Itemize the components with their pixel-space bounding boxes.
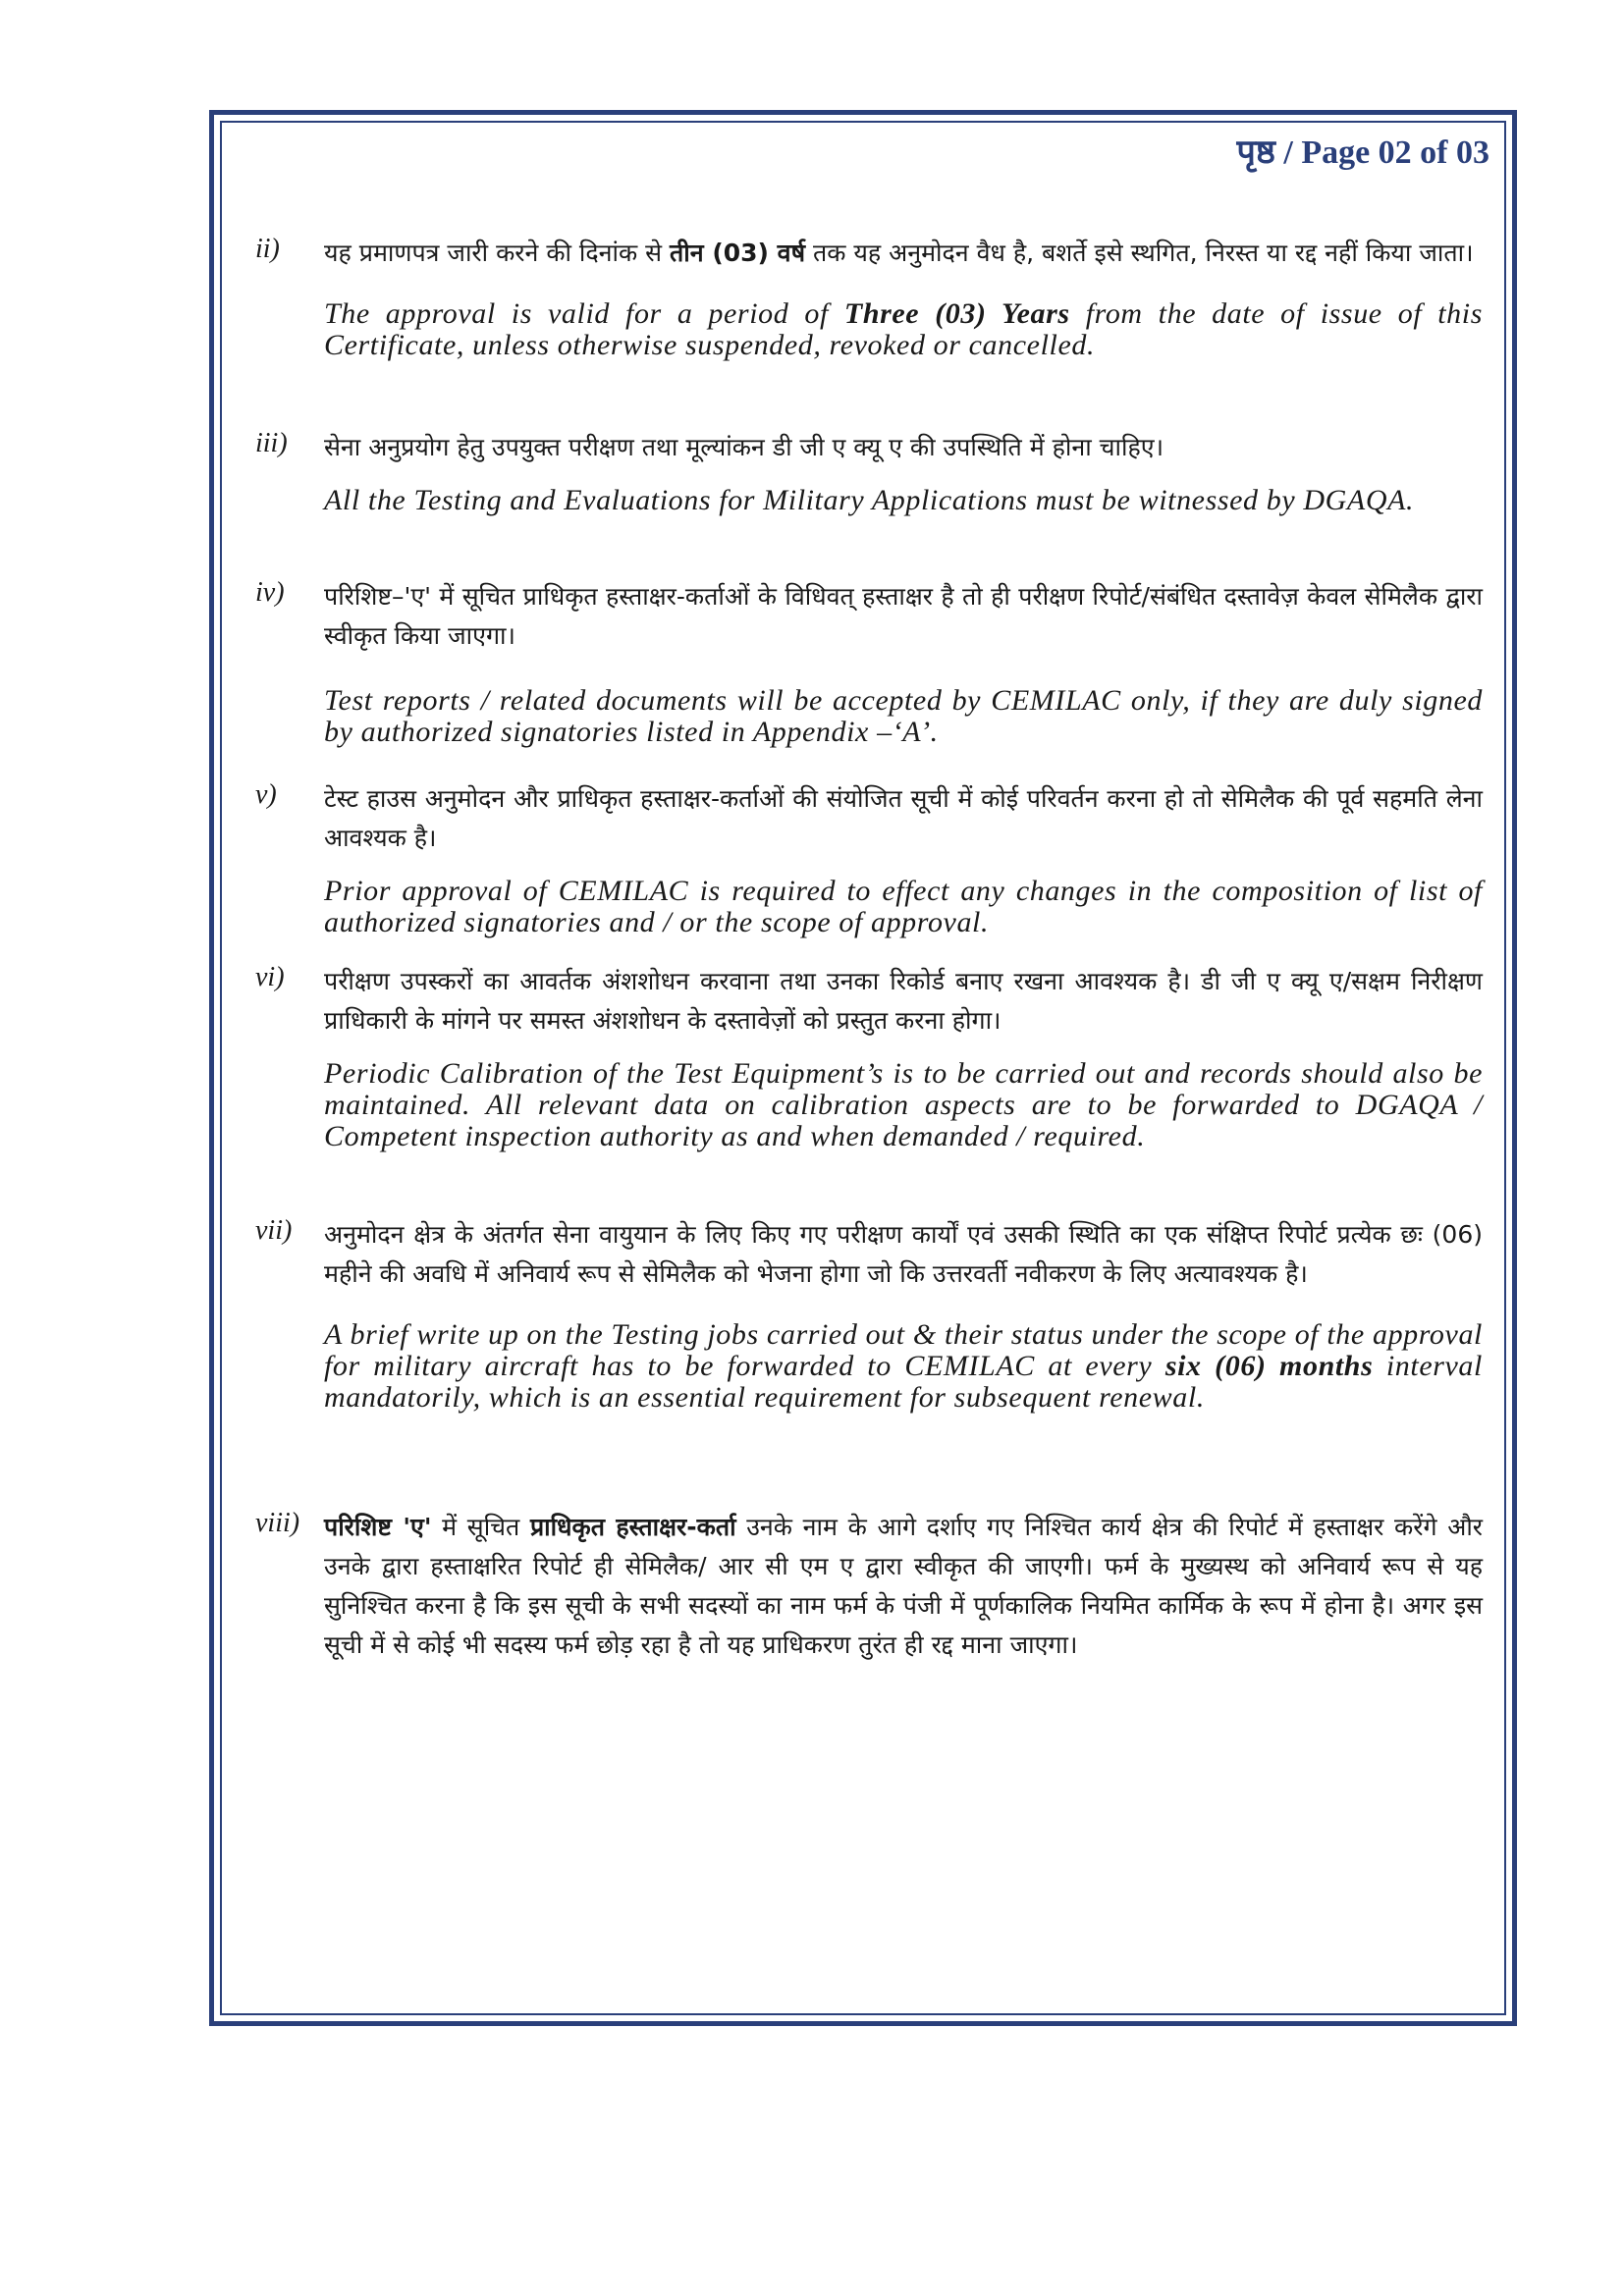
clause-number: iv) — [255, 577, 285, 608]
clause-number: iii) — [255, 428, 288, 458]
clause-english-text: All the Testing and Evaluations for Military Applications must be witnessed by DGAQA. — [324, 484, 1415, 516]
clause-english-text: Test reports / related documents will be accepted by CEMILAC only, if they are duly signed by authorized signatories listed in Appendix –‘A’. — [324, 684, 1483, 748]
clause-english-text: Prior approval of CEMILAC is required to effect any changes in the composition of list of authorized signatories and / or the scope of approval. — [324, 875, 1483, 938]
clause-hindi-text: परीक्षण उपस्करों का आवर्तक अंशशोधन करवाना तथा उनका रिकोर्ड बनाए रखना आवश्यक है। डी जी ए क्यू ए/सक्षम निरीक्षण प्राधिकारी के मांगने पर समस्त अंशशोधन के दस्तावेज़ों को प्रस्तुत करना होगा। — [324, 967, 1483, 1035]
clause-hindi-text: परिशिष्ट–'ए' में सूचित प्राधिकृत हस्ताक्षर-कर्ताओं के विधिवत् हस्ताक्षर है तो ही परीक्षण रिपोर्ट/संबंधित दस्तावेज़ केवल सेमिलैक द्वारा स्वीकृत किया जाएगा। — [324, 582, 1483, 650]
clause-hindi-text: परिशिष्ट 'ए' में सूचित प्राधिकृत हस्ताक्षर-कर्ता उनके नाम के आगे दर्शाए गए निश्चित कार्य क्षेत्र की रिपोर्ट में हस्ताक्षर करेंगे और उनके द्वारा हस्ताक्षरित रिपोर्ट ही सेमिलैक/ आर सी एम ए द्वारा स्वीकृत की जाएगी। फर्म के मुख्यस्थ को अनिवार्य रूप से यह सुनिश्चित करना है कि इस सूची के सभी सदस्यों का नाम फर्म के पंजी में पूर्णकालिक नियमित कार्मिक के रूप में होना है। अगर इस सूची में से कोई भी सदस्य फर्म छोड़ रहा है तो यह प्राधिकरण तुरंत ही रद्द माना जाएगा। — [324, 1513, 1483, 1659]
clause-iv — [255, 577, 1483, 748]
clause-english-text: A brief write up on the Testing jobs carried out & their status under the scope of the approval for military aircraft has to be forwarded to CEMILAC at every six (06) months interval mandatorily, which is an essential requirement for subsequent renewal. — [324, 1318, 1483, 1414]
clause-english-text: The approval is valid for a period of Three (03) Years from the date of issue of this Certificate, unless otherwise suspended, revoked or cancelled. — [324, 297, 1483, 361]
clause-v — [255, 779, 1483, 938]
clause-hindi-text: सेना अनुप्रयोग हेतु उपयुक्त परीक्षण तथा मूल्यांकन डी जी ए क्यू ए की उपस्थिति में होना चाहिए। — [324, 433, 1164, 461]
clause-number: vii) — [255, 1215, 293, 1246]
clause-vii — [255, 1215, 1483, 1414]
page-number: पृष्ठ / Page 02 of 03 — [1236, 134, 1489, 171]
clause-viii — [255, 1508, 1483, 1665]
clause-hindi-text: अनुमोदन क्षेत्र के अंतर्गत सेना वायुयान के लिए किए गए परीक्षण कार्यों एवं उसकी स्थिति का एक संक्षिप्त रिपोर्ट प्रत्येक छः (06) महीने की अवधि में अनिवार्य रूप से सेमिलैक को भेजना होगा जो कि उत्तरवर्ती नवीकरण के लिए अत्यावश्यक है। — [324, 1220, 1483, 1288]
clause-ii — [255, 234, 1483, 361]
clause-hindi-text: यह प्रमाणपत्र जारी करने की दिनांक से तीन (03) वर्ष तक यह अनुमोदन वैध है, बशर्ते इसे स्थगित, निरस्त या रद्द नहीं किया जाता। — [324, 239, 1474, 267]
clause-number: v) — [255, 779, 277, 810]
clause-iii — [255, 428, 1483, 516]
clause-number: ii) — [255, 234, 280, 264]
clause-vi — [255, 962, 1483, 1152]
clause-hindi-text: टेस्ट हाउस अनुमोदन और प्राधिकृत हस्ताक्षर-कर्ताओं की संयोजित सूची में कोई परिवर्तन करना हो तो सेमिलैक की पूर्व सहमति लेना आवश्यक है। — [324, 784, 1483, 852]
clause-number: viii) — [255, 1508, 300, 1538]
clause-number: vi) — [255, 962, 285, 992]
clause-english-text: Periodic Calibration of the Test Equipment’s is to be carried out and records should also be maintained. All relevant data on calibration aspects are to be forwarded to DGAQA / Competent inspection authority as and when demanded / required. — [324, 1057, 1483, 1152]
